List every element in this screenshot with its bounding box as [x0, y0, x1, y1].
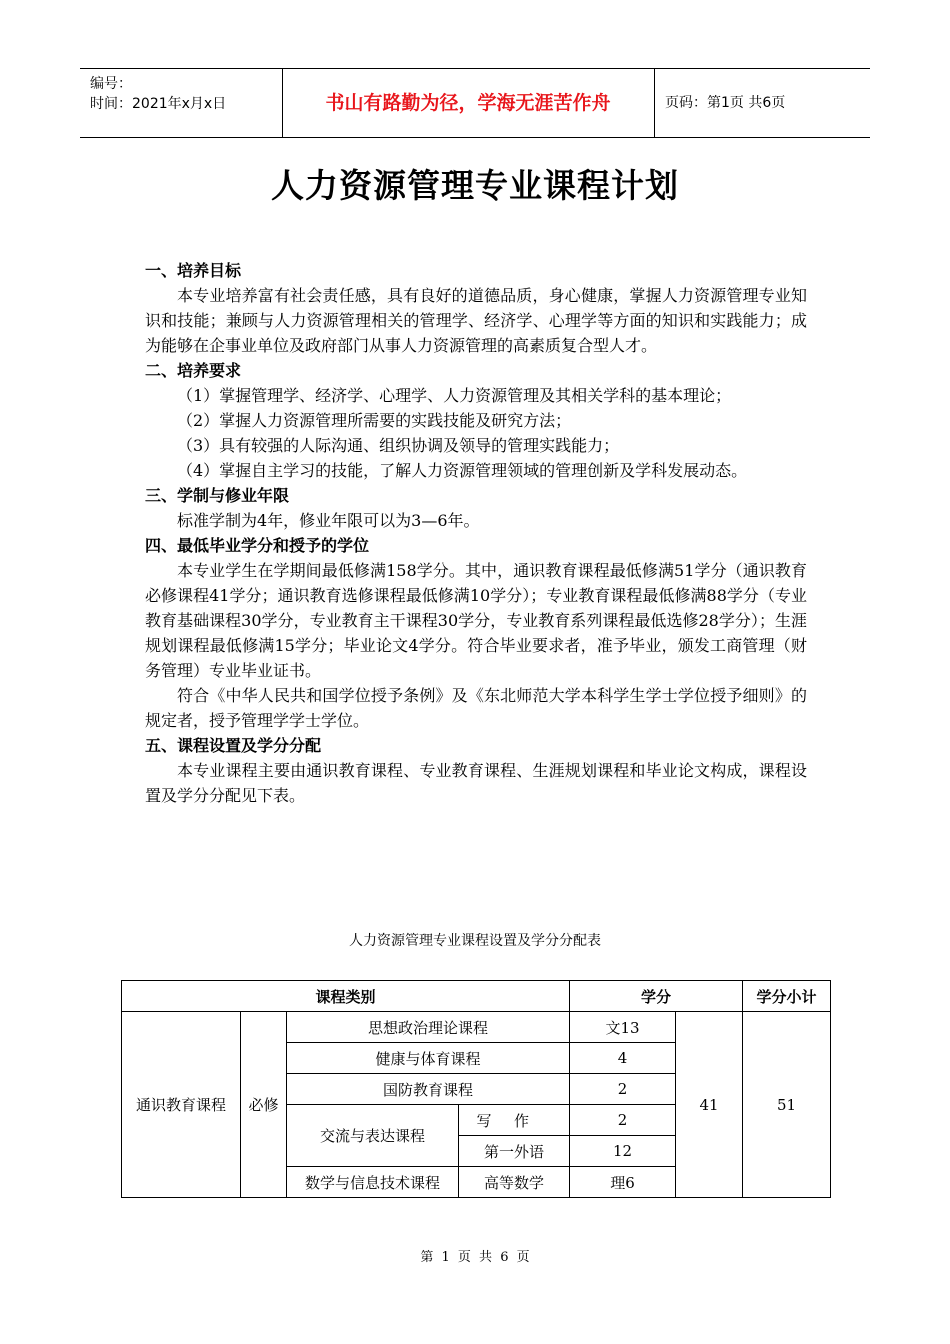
page-footer: 第 1 页 共 6 页 [420, 1250, 530, 1265]
course-credit: 12 [570, 1136, 676, 1167]
group-subtotal: 51 [743, 1012, 831, 1198]
section-heading-requirements: 二、培养要求 [145, 361, 242, 380]
course-credit: 2 [570, 1074, 676, 1105]
paragraph-objectives: 本专业培养富有社会责任感，具有良好的道德品质，身心健康，掌握人力资源管理专业知识和技能；兼顾与人力资源管理相关的管理学、经济学、心理学等方面的知识和实践能力；成为能够在企事业单位及政府部门从事人力资源管理的高素质复合型人才。 [145, 286, 807, 355]
section-heading-objectives: 一、培养目标 [145, 261, 242, 280]
table-row [122, 1012, 831, 1043]
paragraph-courses: 本专业课程主要由通识教育课程、专业教育课程、生涯规划课程和毕业论文构成，课程设置及学分分配见下表。 [145, 761, 807, 805]
header-meta-cell [80, 69, 283, 137]
document-title: 人力资源管理专业课程计划 [271, 166, 679, 205]
paragraph-duration: 标准学制为4年，修业年限可以为3—6年。 [177, 511, 480, 530]
course-name: 国防教育课程 [287, 1074, 570, 1105]
table-header-row [122, 981, 831, 1012]
section-heading-credits-degree: 四、最低毕业学分和授予的学位 [145, 536, 370, 555]
section-heading-courses: 五、课程设置及学分分配 [145, 736, 322, 755]
paragraph-requirement-3: （3）具有较强的人际沟通、组织协调及领导的管理实践能力； [177, 436, 620, 455]
paragraph-credits: 本专业学生在学期间最低修满158学分。其中，通识教育课程最低修满51学分（通识教育必修课程41学分；通识教育选修课程最低修满10学分）；专业教育课程最低修满88学分（专业教育基础课程30学分，专业教育主干课程30学分，专业教育系列课程最低选修28学分）；生涯规划课程最低修满15学分；毕业论文4学分。符合毕业要求者，准予毕业，颁发工商管理（财务管理）专业毕业证书。 [145, 561, 807, 680]
required-cell: 必修 [241, 1012, 287, 1198]
header-motto: 书山有路勤为径，学海无涯苦作舟 [282, 69, 655, 137]
course-name: 健康与体育课程 [287, 1043, 570, 1074]
document-body [145, 258, 807, 808]
course-credit: 2 [570, 1105, 676, 1136]
header-credit: 学分 [570, 981, 743, 1012]
course-name: 交流与表达课程 [287, 1105, 459, 1167]
header-page-indicator: 页码：第1页 共6页 [665, 95, 786, 111]
paragraph-requirement-4: （4）掌握自主学习的技能，了解人力资源管理领域的管理创新及学科发展动态。 [177, 461, 748, 480]
course-subname: 高等数学 [459, 1167, 570, 1198]
course-name: 思想政治理论课程 [287, 1012, 570, 1043]
course-subname: 写作 [459, 1105, 570, 1136]
group-cell: 通识教育课程 [122, 1012, 241, 1198]
group-credit: 41 [676, 1012, 743, 1198]
paragraph-requirement-1: （1）掌握管理学、经济学、心理学、人力资源管理及其相关学科的基本理论； [177, 386, 732, 405]
course-credit: 4 [570, 1043, 676, 1074]
course-credit: 文13 [570, 1012, 676, 1043]
course-credit-table [121, 980, 831, 1198]
table-caption: 人力资源管理专业课程设置及学分分配表 [349, 933, 601, 949]
course-credit: 理6 [570, 1167, 676, 1198]
course-name: 数学与信息技术课程 [287, 1167, 459, 1198]
paragraph-degree: 符合《中华人民共和国学位授予条例》及《东北师范大学本科学生学士学位授予细则》的规定者，授予管理学学士学位。 [145, 686, 807, 730]
document-number-label: 编号： [90, 76, 132, 92]
course-subname: 第一外语 [459, 1136, 570, 1167]
page-header [80, 68, 870, 138]
document-time-label: 时间：2021年x月x日 [90, 96, 227, 112]
section-heading-duration: 三、学制与修业年限 [145, 486, 290, 505]
paragraph-requirement-2: （2）掌握人力资源管理所需要的实践技能及研究方法； [177, 411, 572, 430]
header-category: 课程类别 [122, 981, 570, 1012]
header-subtotal: 学分小计 [743, 981, 831, 1012]
